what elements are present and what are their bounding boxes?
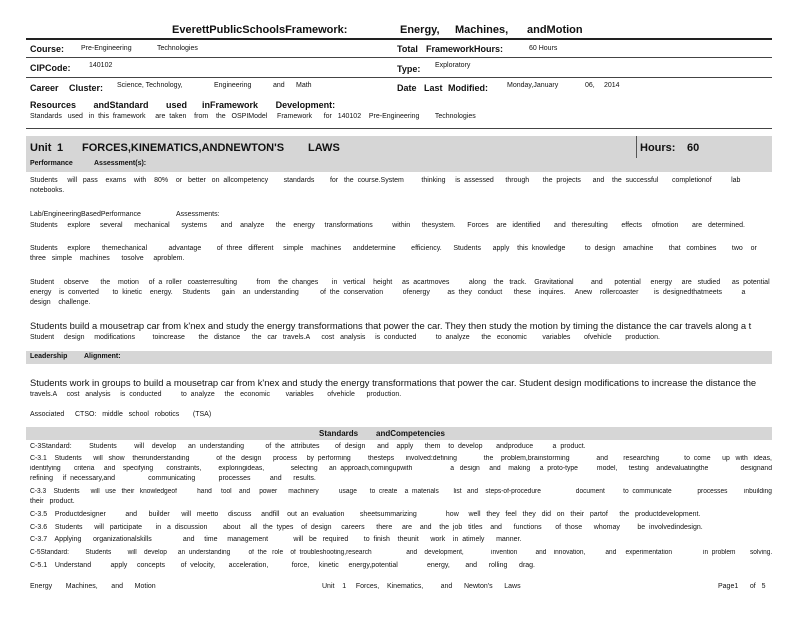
unit-divider [636,136,637,158]
header-rule [26,38,772,40]
title-word-motion: andMotion [527,24,583,36]
leadership-line2: travels.A cost analysis is conducted to analyze the economic variables ofvehicle production. [30,391,402,398]
perf-p1-line2: notebooks. [30,187,65,194]
leadership-big-line: Students work in groups to build a mousetrap car from k'nex and study the energy transformations that power the car. Student design modifications to increase the distance the [30,377,757,388]
perf-p3-line1: Students explore themechanical advantage of three different simple machines anddetermine efficiency. Students apply this knowledge to design amachine that combines two or [30,245,757,252]
unit-title: FORCES,KINEMATICS,ANDNEWTON'S [82,142,285,154]
ctso-value: CTSO: middle school robotics (TSA) [75,411,212,418]
course-value-2: Technologies [157,45,198,52]
unit-number: 1 [57,142,64,154]
competency-c3-1-line1: C-3.1 Students will show theirunderstanding of the design process by performing thesteps involved:defining the problem,brainstorming and researching to come up with ideas, [30,455,772,462]
career-label: Career [30,83,59,93]
footer-page-number: Page1 of 5 [718,583,766,590]
total-label: Total [397,44,418,54]
row-rule [26,57,772,58]
perf-p2-label-2: Assessments: [176,211,220,218]
row-rule [26,128,772,129]
modified-label: Modified: [448,83,488,93]
perf-p2-line1: Students explore several mechanical systems and analyze the energy transformations within thesystem. Forces are identified and theresulting effects ofmotion are determined. [30,222,745,229]
unit-title-laws: LAWS [308,142,340,154]
modified-value-1: Monday,January [507,82,559,89]
unit-label: Unit [30,142,52,154]
perf-p4-line1: Student observe the motion of a roller coasterresulting from the changes in vertical height as acartmoves along the track. Gravitational and potential energy are studied as potential [30,279,770,286]
perf-p2-label: Lab/EngineeringBasedPerformance [30,211,141,218]
cip-value: 140102 [89,62,113,69]
associated-label: Associated [30,411,65,418]
resources-heading: Resources andStandard used inFramework Development: [30,100,336,110]
standard-c3: C-3Standard: Students will develop an understanding of the attributes of design and apply them to develop andproduce a product. [30,443,586,450]
type-value: Exploratory [435,62,471,69]
assessment-label: Assessment(s): [94,160,147,167]
footer-middle: Unit 1 Forces, Kinematics, and Newton's Laws [322,583,521,590]
unit-hours-value: 60 [687,142,700,154]
leadership-label: Leadership [30,353,68,360]
competency-c3-3-line2: their product. [30,498,75,505]
competency-c3-5: C-3.5 Productdesigner and builder will meetto discuss andfill out an evaluation sheetsummarizing how well they feel they did on their partof the productdevelopment. [30,511,701,518]
performance-label: Performance [30,160,73,167]
footer-left: Energy Machines, and Motion [30,583,156,590]
cluster-value-1: Science, Technology, [117,82,183,89]
course-label: Course: [30,44,65,54]
resources-text: Standards used in this framework are taken from the OSPIModel Framework for 140102 Pre-Engineering Technologies [30,113,476,120]
competency-c3-1-line3: refining if necessary,and communicating processes and results. [30,475,316,482]
type-label: Type: [397,64,421,74]
competency-c3-6: C-3.6 Students will participate in a discussion about all the types of design careers there are and the job titles and functions of those whomay be involvedindesign. [30,524,703,531]
perf-big-line: Students build a mousetrap car from k'nex and study the energy transformations that power the car. They then study the motion by timing the distance the car travels along a t [30,320,752,331]
perf-p4-line2: energy is converted to kinetic energy. Students gain an understanding of the conservation ofenergy as they conduct these inquires. Anew rollercoaster is designedthatmeets a [30,289,746,296]
standards-heading: Standards [319,429,359,438]
last-label: Last [424,83,443,93]
alignment-label: Alignment: [84,353,121,360]
perf-p3-line2: three simple machines tosolve aproblem. [30,255,185,262]
date-label: Date [397,83,417,93]
competency-c5-1: C-5.1 Understand apply concepts of velocity, acceleration, force, kinetic energy,potential energy, and rolling drag. [30,562,536,569]
framework-hours-value: 60 Hours [529,45,558,52]
framework-title: EverettPublicSchoolsFramework: [172,24,348,36]
cluster-label: Cluster: [69,83,104,93]
framework-hours-label: FrameworkHours: [426,44,504,54]
cluster-value-3: and [273,82,285,89]
modified-value-3: 2014 [604,82,620,89]
modified-value-2: 06, [585,82,595,89]
title-word-energy: Energy, [400,24,440,36]
perf-p5-line1: Student design modifications toincrease the distance the car travels.A cost analysis is conducted to analyze the economic variables ofvehicle production. [30,334,660,341]
leadership-band [26,351,772,364]
perf-p1-line1: Students will pass exams with 80% or better on allcompetency standards for the course.System thinking is assessed through the projects and the successful completionof lab [30,177,741,184]
row-rule [26,77,772,78]
competencies-heading: andCompetencies [376,429,445,438]
competency-c3-3-line1: C-3.3 Students will use their knowledgeof hand tool and power machinery usage to create a materials list and steps-of-procedure document to communicate processes inbuilding [30,488,772,495]
cip-label: CIPCode: [30,63,71,73]
perf-p4-line3: design challenge. [30,299,91,306]
competency-c3-7: C-3.7 Applying organizationalskills and time management will be required to finish theunit work in atimely manner. [30,536,522,543]
standard-c5: C-5Standard: Students will develop an understanding of the role of troubleshooting,research and development, invention and innovation, and experimentation in problem solving. [30,549,773,556]
cluster-value-2: Engineering [214,82,252,89]
course-value-1: Pre-Engineering [81,45,132,52]
unit-hours-label: Hours: [640,142,676,154]
competency-c3-1-line2: identifying criteria and specifying constraints, exploringideas, selecting an approach,comingupwith a design and making a proto-type model, testing andevaluatingthe designand [30,465,773,472]
title-word-machines: Machines, [455,24,509,36]
cluster-value-4: Math [296,82,312,89]
